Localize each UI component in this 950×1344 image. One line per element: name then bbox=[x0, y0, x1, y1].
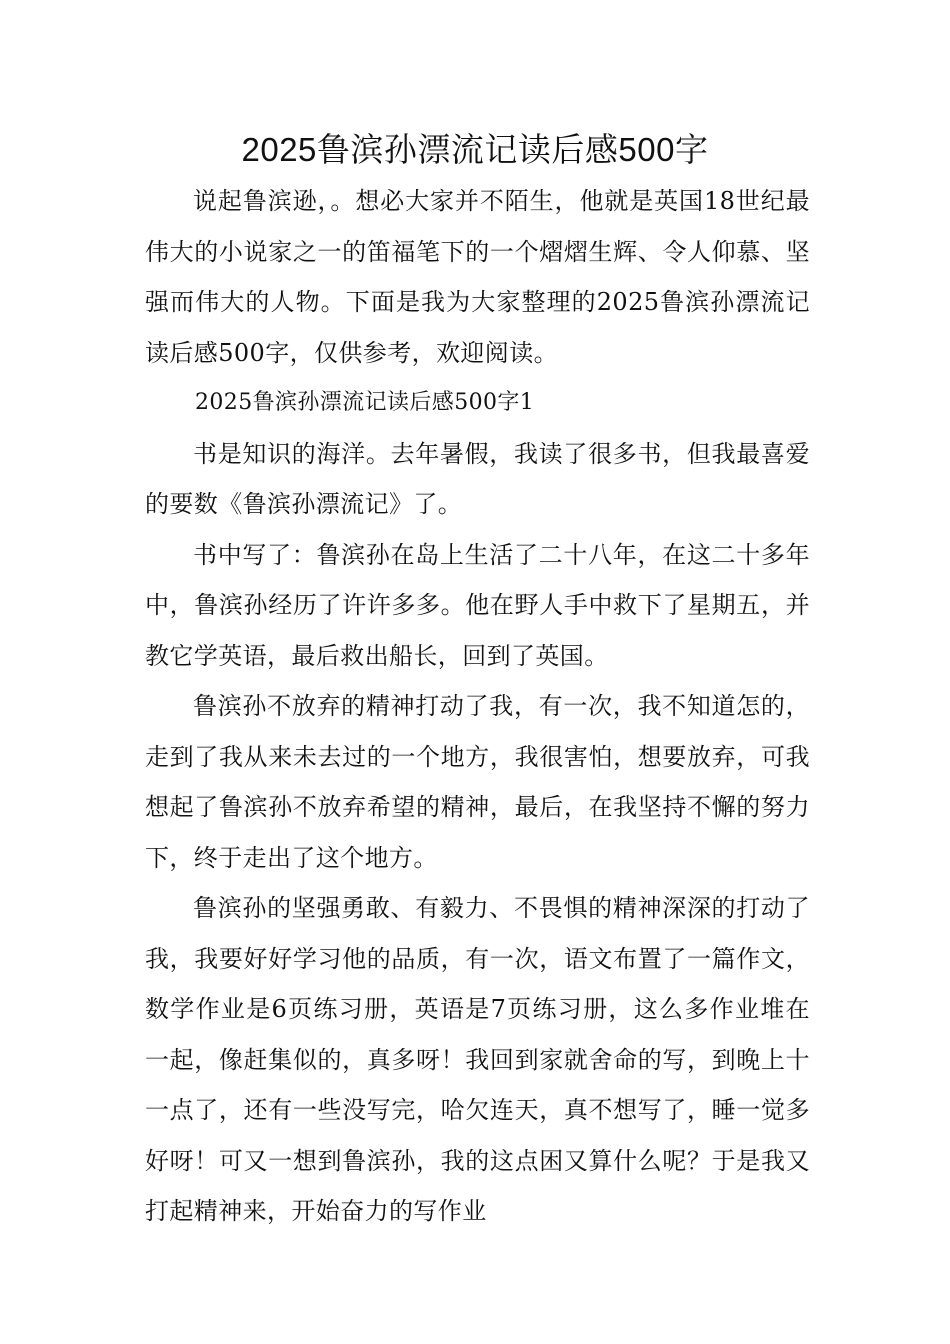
body-paragraph-4: 鲁滨孙的坚强勇敢、有毅力、不畏惧的精神深深的打动了我，我要好好学习他的品质，有一次，语文布置了一篇作文，数学作业是6页练习册，英语是7页练习册，这么多作业堆在一起，像赶集似的，真多呀！我回到家就舍命的写，到晚上十一点了，还有一些没写完，哈欠连天，真不想写了，睡一觉多好呀！可又一想到鲁滨孙，我的这点困又算什么呢？于是我又打起精神来，开始奋力的写作业 bbox=[145, 894, 810, 1225]
section-heading: 2025鲁滨孙漂流记读后感500字1 bbox=[195, 390, 535, 415]
intro-paragraph: 说起鲁滨逊，。想必大家并不陌生，他就是英国18世纪最伟大的小说家之一的笛福笔下的一个熠熠生辉、令人仰慕、坚强而伟大的人物。下面是我为大家整理的2025鲁滨孙漂流记读后感500字，仅供参考，欢迎阅读。 bbox=[145, 187, 810, 367]
body-paragraph-3: 鲁滨孙不放弃的精神打动了我，有一次，我不知道怎的，走到了我从来未去过的一个地方，我很害怕，想要放弃，可我想起了鲁滨孙不放弃希望的精神，最后，在我坚持不懈的努力下，终于走出了这个地方。 bbox=[145, 692, 810, 872]
body-paragraph-1: 书是知识的海洋。去年暑假，我读了很多书，但我最喜爱的要数《鲁滨孙漂流记》了。 bbox=[145, 439, 810, 518]
document-title: 2025鲁滨孙漂流记读后感500字 bbox=[241, 131, 709, 168]
body-paragraph-2: 书中写了：鲁滨孙在岛上生活了二十八年，在这二十多年中，鲁滨孙经历了许许多多。他在野人手中救下了星期五，并教它学英语，最后救出船长，回到了英国。 bbox=[145, 540, 810, 670]
document-body bbox=[145, 176, 810, 1237]
